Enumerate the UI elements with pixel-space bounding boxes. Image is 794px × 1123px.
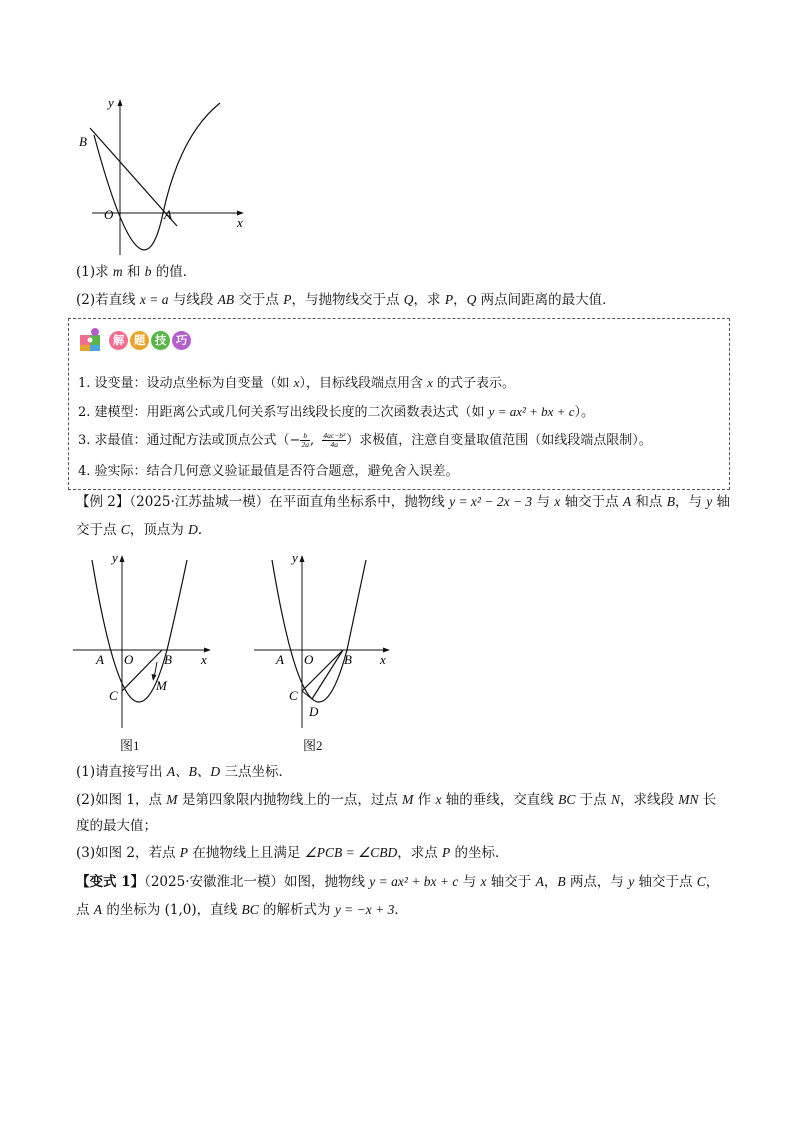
- text: ）。: [574, 405, 594, 420]
- text: ，求: [413, 292, 445, 308]
- label-c: C: [289, 688, 298, 703]
- text: 的式子表示。: [432, 376, 516, 391]
- puzzle-icon: [78, 326, 104, 352]
- text: 与: [458, 874, 481, 890]
- label-x: x: [380, 652, 386, 667]
- var-q: Q: [403, 292, 414, 307]
- text: ．: [197, 522, 212, 538]
- label-o: O: [304, 652, 314, 667]
- label-point-a: A: [164, 207, 172, 222]
- text: 交于点: [234, 292, 284, 308]
- variant-1-line-2: [76, 900, 408, 920]
- text: 1. 设变量：设动点坐标为自变量（如: [78, 376, 294, 391]
- text: 轴: [712, 494, 731, 510]
- var-m: M: [402, 792, 414, 807]
- var-a: A: [93, 902, 103, 917]
- var-bc: BC: [558, 792, 576, 807]
- text: 轴的垂线，交直线: [441, 792, 559, 808]
- label-m: M: [156, 678, 167, 693]
- text: 的坐标．: [450, 845, 509, 861]
- equation: y = x² − 2x − 3: [449, 494, 533, 509]
- denominator: 2a: [301, 440, 309, 449]
- formula: y = ax² + bx + c: [488, 404, 575, 419]
- var-m: M: [166, 792, 178, 807]
- text: 长: [698, 792, 717, 808]
- var-ab: AB: [217, 292, 235, 307]
- text: 与线段: [168, 292, 218, 308]
- label-b: B: [164, 652, 172, 667]
- text: 的值．: [151, 264, 197, 280]
- figure-2-graph-1: [65, 548, 225, 733]
- text: ，与: [674, 494, 707, 510]
- equation: x = a: [139, 292, 169, 307]
- text: 和点: [631, 494, 667, 510]
- text: ,: [309, 433, 315, 448]
- numerator: 4ac−b²: [323, 431, 346, 440]
- y-axis-arrow: [300, 555, 305, 562]
- points: A、B、D: [166, 764, 221, 779]
- text: ，与抛物线交于点: [291, 292, 404, 308]
- text: （2025·安徽淮北一模）如图，抛物线: [144, 874, 370, 890]
- text: 的坐标为: [102, 902, 165, 918]
- text: (1)求: [76, 264, 113, 280]
- text: 和: [122, 264, 145, 280]
- tip-item-3: [78, 432, 652, 450]
- text: ）求极值，注意自变量取值范围（如线段端点限制）。: [346, 433, 652, 448]
- var-mn: MN: [678, 792, 699, 807]
- var-p: P: [179, 845, 189, 860]
- numerator: b: [300, 432, 310, 441]
- var-bc: BC: [241, 902, 259, 917]
- caption-figure-2: 图2: [303, 738, 323, 753]
- tips-badge: 解: [109, 331, 128, 350]
- tips-badge: 巧: [172, 331, 191, 350]
- figure-1-graph: [70, 95, 260, 260]
- denominator: 4a: [330, 440, 339, 449]
- parabola-curve: [272, 560, 366, 702]
- var-x: x: [480, 874, 487, 889]
- var-p: P: [442, 845, 451, 860]
- var-x: x: [427, 375, 433, 390]
- var-a: A: [622, 494, 632, 509]
- label-point-b: B: [79, 134, 87, 149]
- parabola-curve: [94, 103, 220, 250]
- var-q: Q: [466, 292, 477, 307]
- text: 与: [532, 494, 555, 510]
- label-a: A: [276, 652, 284, 667]
- line-bd: [312, 650, 343, 699]
- text: ，求线段: [619, 792, 679, 808]
- var-c: C: [696, 874, 706, 889]
- var-x: x: [293, 375, 300, 390]
- text: 轴交于点: [560, 494, 623, 510]
- tips-header: [78, 326, 193, 352]
- text: ，顶点为: [129, 522, 189, 538]
- var-d: D: [188, 522, 198, 537]
- var-y: y: [628, 874, 635, 889]
- var-b: b: [144, 264, 152, 279]
- text: 【例 2】（2025·江苏盐城一模）在平面直角坐标系中，抛物线: [76, 494, 450, 510]
- example-2-question-3: [76, 843, 509, 863]
- coordinate: (1,0): [164, 902, 197, 918]
- var-y: y: [706, 494, 713, 509]
- text: 在抛物线上且满足: [188, 845, 305, 861]
- variant-tag: 【变式 1】: [76, 874, 145, 890]
- var-b: B: [666, 494, 675, 509]
- text: 2. 建模型：用距离公式或几何关系写出线段长度的二次函数表达式（如: [78, 405, 489, 420]
- y-axis-arrow: [120, 555, 125, 562]
- text: ，求点: [397, 845, 442, 861]
- angle-condition: ∠PCB = ∠CBD: [304, 845, 398, 860]
- text: 作: [413, 792, 436, 808]
- text: 两点间距离的最大值．: [476, 292, 616, 308]
- text: ，直线: [196, 902, 242, 918]
- fraction-vertex-y: [322, 432, 346, 449]
- variant-1-line-1: [76, 872, 719, 892]
- var-n: N: [610, 792, 620, 807]
- example-2-line-1: [76, 492, 730, 512]
- text: 的解析式为: [258, 902, 335, 918]
- example-2-question-1: [76, 762, 292, 782]
- text: 于点: [575, 792, 611, 808]
- question-part-1: [76, 262, 196, 282]
- minus-sign: −: [289, 433, 301, 448]
- tip-item-1: [78, 374, 515, 393]
- label-c: C: [109, 688, 118, 703]
- text: ），目标线段端点用含: [299, 376, 428, 391]
- text: 轴交于点: [634, 874, 697, 890]
- text: 3. 求最值：通过配方法或顶点公式（: [78, 433, 290, 448]
- label-d: D: [309, 704, 319, 719]
- tips-badge: 题: [130, 331, 149, 350]
- var-a: A: [535, 874, 544, 889]
- fraction-b-over-2a: [300, 432, 310, 449]
- line-equation: y = −x + 3: [334, 902, 395, 917]
- example-2-question-2-line-1: [76, 790, 716, 810]
- var-b: B: [557, 874, 566, 889]
- var-p: P: [444, 292, 454, 307]
- y-axis-arrow: [118, 99, 123, 106]
- text: 轴交于: [486, 874, 536, 890]
- label-y: y: [292, 550, 298, 565]
- label-y: y: [108, 95, 114, 110]
- tip-item-2: [78, 403, 594, 422]
- var-c: C: [120, 522, 130, 537]
- text: ．: [394, 902, 408, 918]
- parabola-curve: [92, 560, 187, 702]
- text: 点: [76, 902, 94, 918]
- text: (2)若直线: [76, 292, 140, 308]
- label-o: O: [124, 652, 134, 667]
- text: ，: [543, 874, 558, 890]
- text: 两点，与: [565, 874, 629, 890]
- equation: y = ax² + bx + c: [369, 874, 459, 889]
- var-x: x: [554, 494, 561, 509]
- label-b: B: [344, 652, 352, 667]
- tip-item-4: 4. 验实际：结合几何意义验证最值是否符合题意，避免舍入误差。: [78, 464, 459, 479]
- example-2-line-2: [76, 520, 211, 540]
- text: (3)如图 2，若点: [76, 845, 180, 861]
- text: ，: [453, 292, 467, 308]
- text: 三点坐标．: [220, 764, 292, 780]
- text: 是第四象限内抛物线上的一点，过点: [177, 792, 403, 808]
- caption-figure-1: 图1: [120, 738, 140, 753]
- question-part-2: [76, 290, 616, 310]
- var-x: x: [435, 792, 442, 807]
- label-origin: O: [104, 207, 114, 222]
- label-x: x: [201, 652, 207, 667]
- figure-2-graph-2: [246, 548, 406, 733]
- example-2-question-2-line-2: 度的最大值；: [76, 818, 157, 834]
- label-a: A: [96, 652, 104, 667]
- var-m: m: [112, 264, 123, 279]
- text: (2)如图 1，点: [76, 792, 167, 808]
- tips-badge: 技: [151, 331, 170, 350]
- var-p: P: [283, 292, 292, 307]
- text: ，: [705, 874, 720, 890]
- label-y: y: [112, 550, 118, 565]
- label-x: x: [237, 215, 243, 230]
- text: (1)请直接写出: [76, 764, 167, 780]
- text: 交于点: [76, 522, 121, 538]
